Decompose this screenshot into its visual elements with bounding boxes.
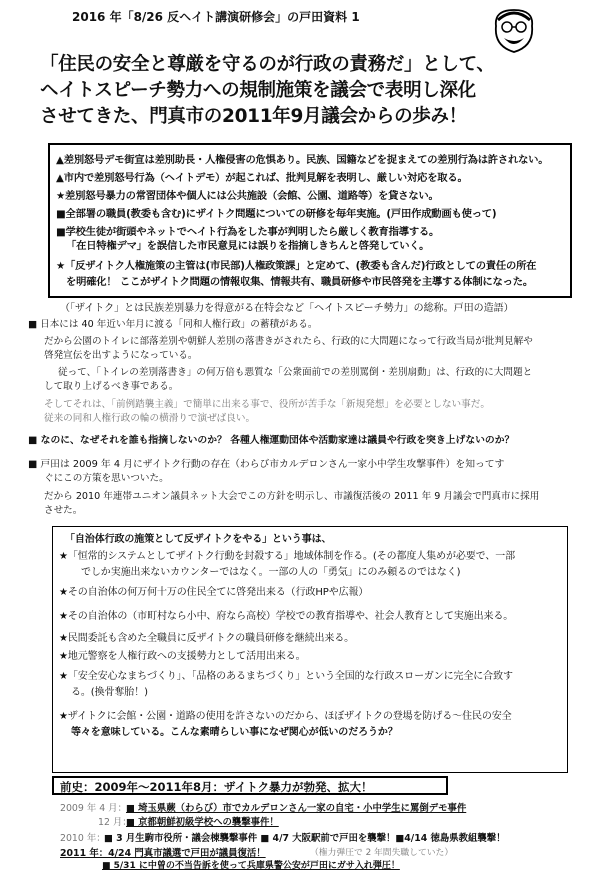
toda-paragraph: ぐにこの方策を思いついた。 <box>44 473 169 484</box>
history-event: ■ 埼玉県蕨（わらび）市でカルデロンさん一家の自宅・小中学生に罵倒デモ事件 <box>126 803 467 814</box>
measure-line: ★その自治体の（市町村なら小中、府なら高校）学校での教育指導や、社会人教育として実施出来る。 <box>59 611 514 622</box>
policy-principles-box <box>48 143 572 298</box>
history-date: 12 月： <box>98 817 132 828</box>
principle-line: ▲市内で差別怒号行為（ヘイトデモ）が起これば、批判見解を表明し、厳しい対応を取る。 <box>56 172 468 184</box>
principle-line: ▲差別怒号デモ街宣は差別助長・人権侵害の危惧あり。民族、国籍などを捉まえての差別行為は許されない。 <box>56 154 549 166</box>
anti-zaitoku-measures-box <box>52 526 568 773</box>
measure-line: ★「安全安心なまちづくり」、「品格のあるまちづくり」という全国的な行政スローガンに完全に合致す <box>59 671 513 682</box>
principle-line: を明確化！ ここがザイトク問題の情報収集、情報共有、職員研修や市民啓発を主導する体制になった。 <box>66 276 533 288</box>
history-note: （権力弾圧で 2 年間失職していた） <box>310 848 454 858</box>
measure-line: でしか実施出来ないカウンターではなく。一部の人の「勇気」にのみ頼るのではなく) <box>81 567 461 578</box>
body-paragraph: して取り上げるべき事である。 <box>44 381 179 392</box>
principle-line: ■全部署の職員(教委も含む)にザイトク問題についての研修を毎年実施。(戸田作成動画も使って) <box>56 208 497 220</box>
body-paragraph: そしてそれは、「前例踏襲主義」で簡単に出来る事で、役所が苦手な「新規発想」を必要としない事だ。 <box>44 399 490 410</box>
principle-line: 「在日特権デマ」を誤信した市民意見には誤りを指摘しきちんと啓発していく。 <box>66 240 430 252</box>
main-title <box>40 52 596 130</box>
history-event: ■ 3 月生駒市役所・議会棟襲撃事件 ■ 4/7 大阪駅前で戸田を襲撃！■4/14 徳島県教組襲撃！ <box>104 833 506 844</box>
zaitoku-definition-note: （「ザイトク」とは民族差別暴力を得意がる在特会など「ヘイトスピーチ勢力」の総称。戸田の造語） <box>60 303 514 314</box>
history-event: 2011 年：4/24 門真市議選で戸田が議員復活！ <box>60 848 266 859</box>
history-date: 2009 年 4 月： <box>60 803 127 814</box>
title-line-1: 「住民の安全と尊厳を守るのが行政の責務だ」として、 <box>40 54 495 75</box>
principle-line: ■学校生徒が街頭やネットでヘイト行為をした事が判明したら厳しく教育指導する。 <box>56 226 440 238</box>
mascot-face-illustration <box>486 6 542 56</box>
measure-line: ★民間委託も含めた全職員に反ザイトクの職員研修を継続出来る。 <box>59 633 355 644</box>
measures-heading: 「自治体行政の施策として反ザイトクをやる」という事は、 <box>65 534 332 545</box>
document-subtitle: 2016 年「8/26 反ヘイト講演研修会」の戸田資料 1 <box>72 10 360 24</box>
body-paragraph: 従って、「トイレの差別落書き」の何万倍も悪質な「公衆面前での差別罵倒・差別扇動」は、行政的に大問題と <box>58 367 533 378</box>
principle-line: ★差別怒号暴力の常習団体や個人には公共施設（会館、公園、道路等）を貸さない。 <box>56 190 439 202</box>
measure-line: る。(換骨奪胎！) <box>71 687 148 698</box>
measure-line: ★ザイトクに会館・公園・道路の使用を許さないのだから、ほぼザイトクの登場を防げる～住民の安全 <box>59 711 512 722</box>
measure-line: 等々を意味している。こんな素晴らしい事になぜ関心が低いのだろうか？ <box>71 727 398 738</box>
history-event: ■ 5/31 に中曽の不当告訴を使って兵庫県警公安が戸田にガサ入れ弾圧！ <box>102 861 400 871</box>
title-line-3: させてきた、門真市の2011年9月議会からの歩み！ <box>40 106 467 127</box>
body-paragraph: 啓発宣伝を出すようになっている。 <box>44 350 198 361</box>
prehistory-heading-box: 前史：2009年～2011年8月：ザイトク暴力が勃発、拡大！ <box>52 776 448 795</box>
history-date: 2010 年： <box>60 833 106 844</box>
body-paragraph: 従来の同和人権行政の輪の横滑りで演ぜば良い。 <box>44 413 256 424</box>
body-paragraph: ■ 日本には 40 年近い年月に渡る「同和人権行政」の蓄積がある。 <box>28 319 318 330</box>
toda-paragraph: させた。 <box>44 505 83 516</box>
principle-line: ★「反ザイトク人権施策の主管は(市民部)人権政策課」と定めて、(教委も含んだ)行政としての責任の所在 <box>56 260 537 272</box>
history-event: ■ 京都朝鮮初級学校への襲撃事件！ <box>126 817 279 828</box>
measure-line: ★「恒常的システムとしてザイトク行動を封殺する」地域体制を作る。(その都度人集めが必要で、一部 <box>59 551 516 562</box>
measure-line: ★その自治体の何万何十万の住民全てに啓発出来る（行政HPや広報） <box>59 587 369 598</box>
toda-paragraph: だから 2010 年連帯ユニオン議員ネット大会でこの方針を明示し、市議復活後の 2011 年 9 月議会で門真市に採用 <box>44 491 540 502</box>
body-paragraph: だから公園のトイレに部落差別や朝鮮人差別の落書きがされたら、行政的に大問題になって行政当局が批判見解や <box>44 336 533 347</box>
measure-line: ★地元警察を人権行政への支援勢力として活用出来る。 <box>59 651 306 662</box>
toda-paragraph: ■ 戸田は 2009 年 4 月にザイトク行動の存在（わらび市カルデロンさん一家小中学生攻撃事件）を知ってす <box>28 459 505 470</box>
question-paragraph: ■ なのに、なぜそれを誰も指摘しないのか？ 各種人権運動団体や活動家達は議員や行政を突き上げないのか？ <box>28 435 515 446</box>
title-line-2: ヘイトスピーチ勢力への規制施策を議会で表明し深化 <box>40 80 476 101</box>
